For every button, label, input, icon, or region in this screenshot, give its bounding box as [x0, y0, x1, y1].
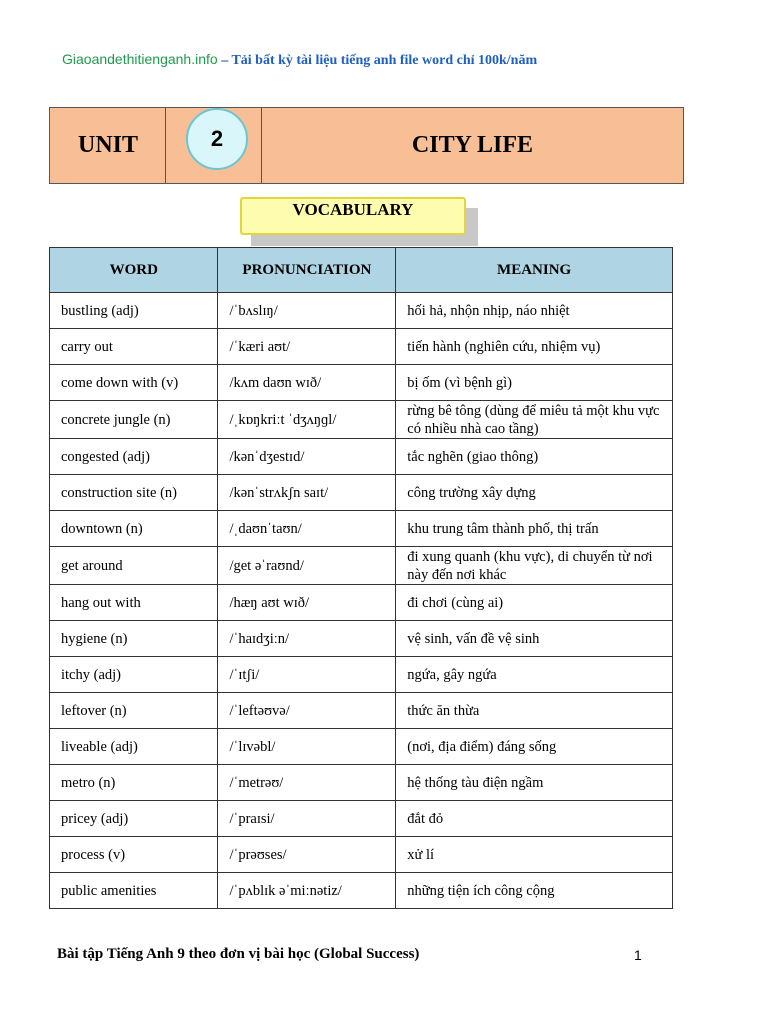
- meaning-cell: đi xung quanh (khu vực), di chuyển từ nơi này đến nơi khác: [396, 547, 673, 585]
- pronunciation-cell: /kənˈstrʌkʃn saɪt/: [218, 475, 396, 511]
- word-cell: metro (n): [50, 765, 218, 801]
- promo-text: Tải bất kỳ tài liệu tiếng anh file word chỉ 100k/năm: [231, 53, 538, 68]
- word-cell: pricey (adj): [50, 801, 218, 837]
- site-link[interactable]: Giaoandethitienganh.info: [62, 51, 218, 67]
- word-cell: get around: [50, 547, 218, 585]
- meaning-cell: (nơi, địa điểm) đáng sống: [396, 729, 673, 765]
- meaning-cell: hối hả, nhộn nhịp, náo nhiệt: [396, 293, 673, 329]
- pronunciation-cell: /hæŋ aʊt wɪð/: [218, 585, 396, 621]
- table-row: [50, 693, 673, 729]
- table-row: [50, 293, 673, 329]
- table-row: [50, 475, 673, 511]
- pronunciation-cell: /ˈleftəʊvə/: [218, 693, 396, 729]
- pronunciation-cell: /kʌm daʊn wɪð/: [218, 365, 396, 401]
- column-header-pronunciation: PRONUNCIATION: [218, 248, 396, 293]
- table-row: [50, 729, 673, 765]
- pronunciation-cell: /ˌkɒŋkriːt ˈdʒʌŋɡl/: [218, 401, 396, 439]
- table-row: [50, 401, 673, 439]
- word-cell: itchy (adj): [50, 657, 218, 693]
- pronunciation-cell: /ˈɪtʃi/: [218, 657, 396, 693]
- table-row: [50, 511, 673, 547]
- meaning-cell: đắt đỏ: [396, 801, 673, 837]
- meaning-cell: vệ sinh, vấn đề vệ sinh: [396, 621, 673, 657]
- pronunciation-cell: /ˈpraɪsi/: [218, 801, 396, 837]
- meaning-cell: tắc nghẽn (giao thông): [396, 439, 673, 475]
- word-cell: bustling (adj): [50, 293, 218, 329]
- word-cell: public amenities: [50, 873, 218, 909]
- unit-banner: [49, 107, 684, 184]
- meaning-cell: xử lí: [396, 837, 673, 873]
- table-header-row: [50, 248, 673, 293]
- table-row: [50, 439, 673, 475]
- meaning-cell: tiến hành (nghiên cứu, nhiệm vụ): [396, 329, 673, 365]
- table-row: [50, 837, 673, 873]
- pronunciation-cell: /ˈmetrəʊ/: [218, 765, 396, 801]
- page-number: 1: [634, 947, 642, 963]
- word-cell: process (v): [50, 837, 218, 873]
- table-row: [50, 801, 673, 837]
- table-row: [50, 585, 673, 621]
- word-cell: construction site (n): [50, 475, 218, 511]
- pronunciation-cell: /ˈprəʊses/: [218, 837, 396, 873]
- word-cell: leftover (n): [50, 693, 218, 729]
- word-cell: congested (adj): [50, 439, 218, 475]
- pronunciation-cell: /ˈhaɪdʒiːn/: [218, 621, 396, 657]
- table-row: [50, 873, 673, 909]
- meaning-cell: thức ăn thừa: [396, 693, 673, 729]
- pronunciation-cell: /ˈbʌslɪŋ/: [218, 293, 396, 329]
- meaning-cell: rừng bê tông (dùng để miêu tả một khu vực có nhiều nhà cao tầng): [396, 401, 673, 439]
- pronunciation-cell: /get əˈraʊnd/: [218, 547, 396, 585]
- word-cell: liveable (adj): [50, 729, 218, 765]
- vocabulary-table: [49, 247, 673, 909]
- header-dash: –: [217, 53, 232, 68]
- column-header-word: WORD: [50, 248, 218, 293]
- table-row: [50, 765, 673, 801]
- table-row: [50, 657, 673, 693]
- unit-number-badge: 2: [186, 108, 248, 170]
- meaning-cell: ngứa, gây ngứa: [396, 657, 673, 693]
- unit-title: CITY LIFE: [411, 132, 534, 158]
- word-cell: come down with (v): [50, 365, 218, 401]
- meaning-cell: đi chơi (cùng ai): [396, 585, 673, 621]
- table-row: [50, 365, 673, 401]
- word-cell: hygiene (n): [50, 621, 218, 657]
- meaning-cell: những tiện ích công cộng: [396, 873, 673, 909]
- pronunciation-cell: /kənˈdʒestɪd/: [218, 439, 396, 475]
- word-cell: carry out: [50, 329, 218, 365]
- pronunciation-cell: /ˌdaʊnˈtaʊn/: [218, 511, 396, 547]
- pronunciation-cell: /ˈlɪvəbl/: [218, 729, 396, 765]
- column-header-meaning: MEANING: [396, 248, 673, 293]
- unit-label: UNIT: [77, 132, 138, 158]
- word-cell: downtown (n): [50, 511, 218, 547]
- banner-divider: [165, 108, 166, 183]
- table-row: [50, 621, 673, 657]
- pronunciation-cell: /ˈpʌblɪk əˈmiːnətiz/: [218, 873, 396, 909]
- meaning-cell: bị ốm (vì bệnh gì): [396, 365, 673, 401]
- meaning-cell: khu trung tâm thành phố, thị trấn: [396, 511, 673, 547]
- word-cell: concrete jungle (n): [50, 401, 218, 439]
- page-header: [62, 51, 537, 69]
- footer-text: Bài tập Tiếng Anh 9 theo đơn vị bài học (Global Success): [57, 946, 420, 962]
- meaning-cell: công trường xây dựng: [396, 475, 673, 511]
- word-cell: hang out with: [50, 585, 218, 621]
- pronunciation-cell: /ˈkæri aʊt/: [218, 329, 396, 365]
- section-title: VOCABULARY: [240, 197, 466, 235]
- table-row: [50, 547, 673, 585]
- meaning-cell: hệ thống tàu điện ngầm: [396, 765, 673, 801]
- table-row: [50, 329, 673, 365]
